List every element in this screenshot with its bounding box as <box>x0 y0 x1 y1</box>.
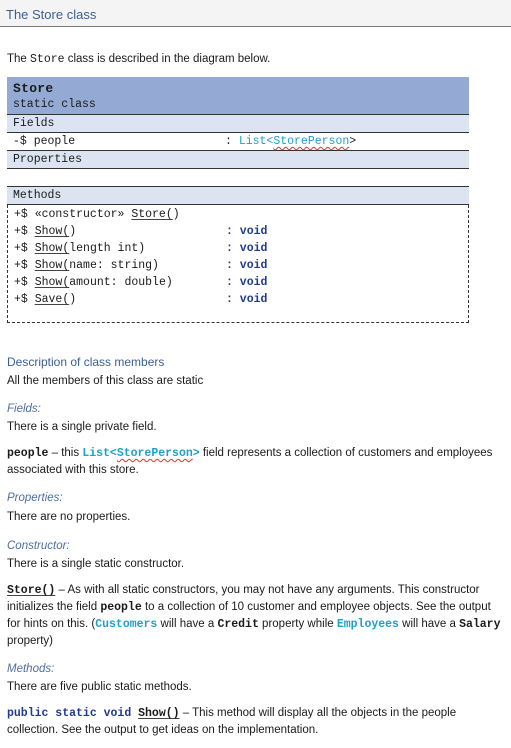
field-people: -$ people : List<StorePerson> <box>13 135 357 148</box>
method-row: +$ Save() : void <box>14 293 268 306</box>
diagram-header <box>7 77 469 114</box>
fields-text: There is a single private field. <box>7 421 157 433</box>
properties-text: There are no properties. <box>7 511 131 523</box>
method-row: +$ Show(amount: double) : void <box>14 276 268 289</box>
page-title: The Store class <box>6 7 97 22</box>
fields-section-header: Fields <box>7 114 469 133</box>
title-bar <box>0 0 511 27</box>
method-row: +$ Show(length int) : void <box>14 242 268 255</box>
class-diagram <box>7 77 469 323</box>
intro-text: The Store class is described in the diagram below. <box>7 53 271 66</box>
description-heading: Description of class members <box>7 355 165 369</box>
all-static-text: All the members of this class are static <box>7 375 204 387</box>
fields-heading: Fields: <box>7 403 41 415</box>
methods-heading: Methods: <box>7 663 55 675</box>
show-method-description: public static void Show() – This method will display all the objects in the people collection. See the output to get ideas on the implementation. <box>7 707 457 736</box>
properties-section-header: Properties <box>7 150 469 169</box>
method-row: +$ Show() : void <box>14 225 268 238</box>
store-code: Store <box>30 53 65 66</box>
class-stereotype: static class <box>13 98 96 111</box>
methods-text: There are five public static methods. <box>7 681 192 693</box>
properties-empty <box>7 169 469 186</box>
methods-section-header: Methods <box>7 186 469 205</box>
method-row: +$ Show(name: string) : void <box>14 259 268 272</box>
constructor-detail: Store() – As with all static constructors, you may not have any arguments. This constructor initializes the field people to a collection of 10 customer and employee objects. See the output for hints on this. (Customers will have a Credit property while Employees will have a Salary property) <box>7 584 501 647</box>
people-description: people – this List<StorePerson> field represents a collection of customers and employees associated with this store. <box>7 447 493 476</box>
constructor-heading: Constructor: <box>7 540 70 552</box>
class-name: Store <box>13 81 54 96</box>
method-row: +$ «constructor» Store() <box>14 208 180 221</box>
constructor-text: There is a single static constructor. <box>7 558 185 570</box>
properties-heading: Properties: <box>7 492 63 504</box>
methods-list <box>7 205 469 323</box>
